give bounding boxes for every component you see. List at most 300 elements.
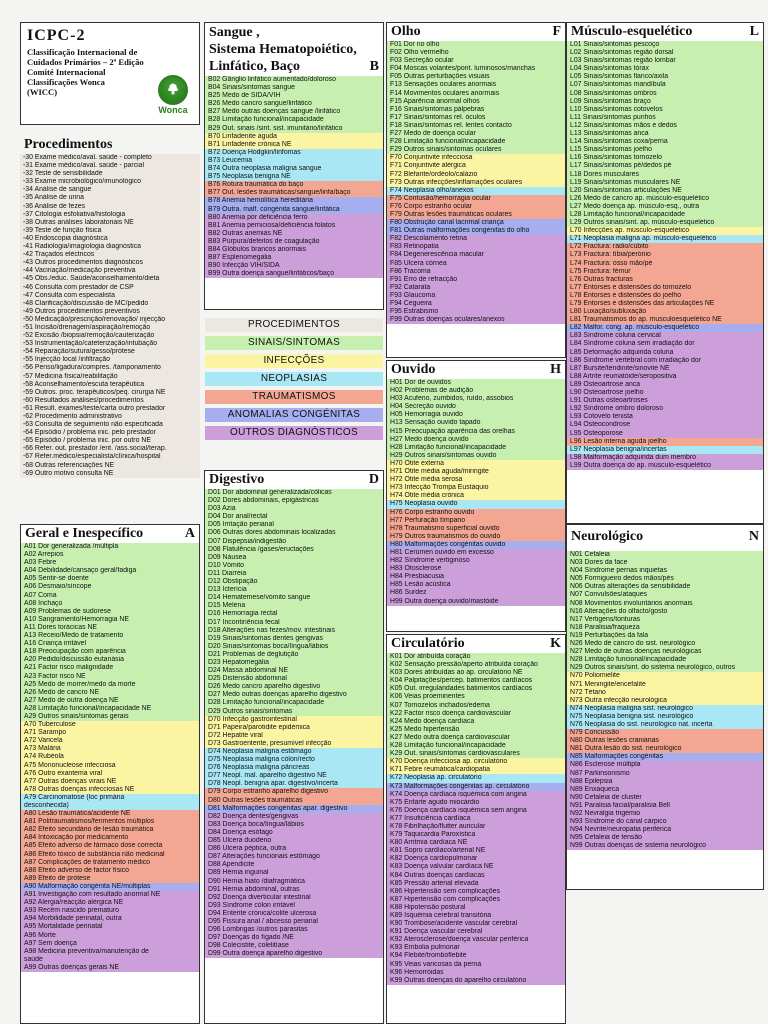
section-title: Geral e Inespecífico (25, 526, 144, 541)
code-row: D70 Infecção gastrointestinal (205, 716, 383, 724)
section-title: Ouvido (391, 362, 436, 377)
code-row: L01 Sinais/sintomas pescoço (567, 41, 763, 49)
code-row: H04 Secreção ouvido (387, 403, 565, 411)
code-row: D05 Irritação perianal (205, 521, 383, 529)
code-row: A25 Medo de morrer/medo da morte (21, 681, 199, 689)
code-row: F93 Glaucoma (387, 292, 565, 300)
code-row: D99 Outra doença aparelho digestivo (205, 950, 383, 958)
code-row: K93 Embolia pulmonar (387, 944, 565, 952)
code-row: F81 Outras malformações congénitas do olho (387, 227, 565, 235)
code-row: A05 Sentir-se doente (21, 575, 199, 583)
code-row: L15 Sinais/sintomas joelho (567, 146, 763, 154)
code-row: N01 Cefaleia (567, 551, 763, 559)
code-row: H29 Outros sinais/sintomas ouvido (387, 452, 565, 460)
code-row: A91 Investigação com resultado anormal NE (21, 891, 199, 899)
code-row: L81 Traumatismos do ap. musculoesquelético NE (567, 316, 763, 324)
code-row: -45 Obs./educ. Saúde/aconselhamento/dieta (20, 275, 200, 283)
subtitle-line-3: Comité Internacional (27, 67, 106, 77)
code-row: F80 Obstrução canal lacrimal criança (387, 219, 565, 227)
code-row: D14 Hematemese/vómito sangue (205, 594, 383, 602)
code-row: D83 Doença boca/língua/lábios (205, 821, 383, 829)
code-row: -39 Teste de função física (20, 227, 200, 235)
section-header (387, 23, 565, 41)
code-row: F83 Retinopatia (387, 243, 565, 251)
code-row: A90 Malformação congénita NE/múltiplas (21, 883, 199, 891)
legend-item: PROCEDIMENTOS (205, 318, 383, 332)
code-row: N17 Vertigens/tonturas (567, 616, 763, 624)
code-row: H70 Otite externa (387, 460, 565, 468)
code-row: H73 Infecção Trompa Eustáquio (387, 484, 565, 492)
code-row: N28 Limitação funcional/incapacidade (567, 656, 763, 664)
code-row: D90 Hérnia hiato /diafragmática (205, 878, 383, 886)
code-row: L80 Luxação/subluxação (567, 308, 763, 316)
code-row: -63 Consulta de seguimento não especificada (20, 421, 200, 429)
code-row: -67 Refer.médico/especialista/clínica/hospital (20, 453, 200, 461)
section-rows (567, 41, 763, 470)
code-row: F82 Descolamento retina (387, 235, 565, 243)
code-row: -49 Outros procedimentos preventivos (20, 308, 200, 316)
code-row: N90 Cefaleia de cluster (567, 794, 763, 802)
code-row: F17 Sinais/sintomas rel. óculos (387, 114, 565, 122)
code-row: D18 Alterações nas fezes/mov. intestinais (205, 627, 383, 635)
code-row: D09 Náusea (205, 554, 383, 562)
code-row: -30 Exame médico/aval. saúde - completo (20, 154, 200, 162)
code-row: A94 Morbilidade perinatal, outra (21, 915, 199, 923)
code-row: -47 Consulta com especialista (20, 292, 200, 300)
code-row: D74 Neoplasia maligna estômago (205, 748, 383, 756)
code-row: F73 Outras infecções/inflamações oculares (387, 179, 565, 187)
code-row: A10 Sangramento/Hemorragia NE (21, 616, 199, 624)
code-row: B02 Gânglio linfático aumentado/doloroso (205, 76, 383, 84)
code-row: N73 Outra infecção neurológica (567, 697, 763, 705)
code-row: L07 Sinais/sintomas mandíbula (567, 81, 763, 89)
code-row: A75 Mononucleose infecciosa (21, 762, 199, 770)
code-row: L18 Dores musculares (567, 171, 763, 179)
code-row: L29 Outros sinais/sint. ap. músculo-esquelético (567, 219, 763, 227)
code-row: B79 Outra. malf. congénita sangue/linfática (205, 206, 383, 214)
legend-item: INFECÇÕES (205, 354, 383, 368)
code-row: A92 Alergia/reacção alérgica NE (21, 899, 199, 907)
code-row: -51 Incisão/drenagem/aspiração/remoção (20, 324, 200, 332)
code-row: F72 Blefarite/ordéolo/calázio (387, 171, 565, 179)
code-row: A81 Politraumatismos/ferimentos múltiplos (21, 818, 199, 826)
code-row: D13 Icterícia (205, 586, 383, 594)
code-row: D94 Enterite crónica/colite ulcerosa (205, 910, 383, 918)
code-row: L83 Síndrome coluna cervical (567, 332, 763, 340)
code-row: H71 Otite média aguda/miringite (387, 468, 565, 476)
code-row: A79 Carcinomatose (loc primária (21, 794, 199, 802)
code-row: L89 Osteoartrose anca (567, 381, 763, 389)
code-row: L08 Sinais/sintomas ombros (567, 90, 763, 98)
code-row: N94 Nevrite/neuropatia periférica (567, 826, 763, 834)
code-row: F76 Corpo estranho ocular (387, 203, 565, 211)
code-row: F01 Dor no olho (387, 41, 565, 49)
code-row: N80 Outras lesões cranianas (567, 737, 763, 745)
code-row: N75 Neoplasia benigna sist. neurológico (567, 713, 763, 721)
code-row: H79 Outros traumatismos do ouvido (387, 533, 565, 541)
code-row: D91 Hérnia abdominal, outras (205, 886, 383, 894)
section-b (204, 22, 384, 310)
section-title: Músculo-esquelético (571, 24, 693, 39)
code-row: D04 Dor anal/rectal (205, 513, 383, 521)
code-row: K86 Hipertensão sem complicações (387, 888, 565, 896)
code-row: A77 Outras doenças virais NE (21, 778, 199, 786)
code-row: H01 Dor de ouvidos (387, 379, 565, 387)
code-row: B28 Limitação funcional/incapacidade (205, 116, 383, 124)
code-row: K25 Medo hipertensão (387, 726, 565, 734)
section-title-line-1: Sangue , (209, 25, 260, 40)
section-header (205, 471, 383, 489)
section-letter: A (184, 526, 195, 541)
code-row: L70 Infecções ap. músculo-esquelético (567, 227, 763, 235)
code-row: B26 Medo cancro sangue/linfático (205, 100, 383, 108)
code-row: B80 Anemia por deficiência ferro (205, 214, 383, 222)
code-row: D81 Malformações congénitas apar. digestivo (205, 805, 383, 813)
code-row: K27 Medo outra doença cardiovascular (387, 734, 565, 742)
code-row: L96 Lesão interna aguda joelho (567, 438, 763, 446)
code-row: D92 Doença diverticular intestinal (205, 894, 383, 902)
code-row: A80 Lesão traumática/acidente NE (21, 810, 199, 818)
code-row: K73 Malformações congénitas ap. circulatório (387, 783, 565, 791)
code-row: N99 Outras doenças de sistema neurológico (567, 842, 763, 850)
section-rows (205, 76, 383, 278)
code-row: L28 Limitação funcional/incapacidade (567, 211, 763, 219)
code-row: N71 Meningite/encefalite (567, 681, 763, 689)
code-row: D25 Distensão abdominal (205, 675, 383, 683)
code-row: -32 Teste de sensibilidade (20, 170, 200, 178)
code-row: D76 Neoplasia maligna pâncreas (205, 764, 383, 772)
code-row: L73 Fractura: tíbia/perónio (567, 251, 763, 259)
code-row: F79 Outras lesões traumáticas oculares (387, 211, 565, 219)
code-row: L04 Sinais/sintomas tórax (567, 65, 763, 73)
section-header (20, 136, 200, 154)
code-row: A88 Efeito adverso de factor físico (21, 867, 199, 875)
code-row: saúde (21, 956, 199, 964)
code-row: B77 Out. lesões traumáticas/sangue/linfa/baço (205, 189, 383, 197)
code-row: N19 Perturbações da fala (567, 632, 763, 640)
code-row: D77 Neopl. mal. aparelho digestivo NE (205, 772, 383, 780)
code-row: K72 Neoplasia ap. circulatório (387, 774, 565, 782)
code-row: B83 Púrpura/defeitos de coagulação (205, 238, 383, 246)
code-row: B74 Outra neoplasia maligna sangue (205, 165, 383, 173)
code-row: K06 Veias proeminentes (387, 693, 565, 701)
code-row: -62 Procedimento administrativo (20, 413, 200, 421)
code-row: -64 Episódio / problema inic. pelo prestador (20, 429, 200, 437)
section-letter: F (552, 24, 561, 39)
code-row: K05 Out. irregularidades batimentos cardíacos (387, 685, 565, 693)
code-row: K70 Doença infecciosa ap. circulatório (387, 758, 565, 766)
code-row: A29 Outros sinais/sintomas gerais (21, 713, 199, 721)
code-row: -50 Medicação/prescrição/renovação/ injecção (20, 316, 200, 324)
section-h (386, 360, 566, 632)
section-header (21, 525, 199, 543)
code-row: B29 Out. sinais /sint. sist. imunitário/linfático (205, 125, 383, 133)
code-row: L12 Sinais/sintomas mãos e dedos (567, 122, 763, 130)
code-row: K94 Flebite/tromboflebite (387, 952, 565, 960)
code-row: B87 Esplenomegália (205, 254, 383, 262)
code-row: -69 Outro motivo consulta NE (20, 470, 200, 478)
section-header (387, 635, 565, 653)
code-row: D23 Hepatomegália (205, 659, 383, 667)
code-row: A21 Factor risco malignidade (21, 664, 199, 672)
code-row: F95 Estrabismo (387, 308, 565, 316)
code-row: H86 Surdez (387, 589, 565, 597)
code-row: A08 Inchaço (21, 600, 199, 608)
code-row: D73 Gastroenterite, presumível infecção (205, 740, 383, 748)
code-row: D27 Medo outras doenças aparelho digestivo (205, 691, 383, 699)
code-row: D15 Melena (205, 602, 383, 610)
code-row: -59 Outros. proc. terapêuticos/peq. cirurgia NE (20, 389, 200, 397)
code-row: K07 Tornozelos inchados/edema (387, 702, 565, 710)
code-row: F85 Úlcera córnea (387, 260, 565, 268)
code-row: D17 Incontinência fecal (205, 619, 383, 627)
code-row: -54 Reparação/sutura/gesso/prótese (20, 348, 200, 356)
code-row: L90 Osteoartrose joelho (567, 389, 763, 397)
code-row: F15 Aparência anormal olhos (387, 98, 565, 106)
code-row: D11 Diarreia (205, 570, 383, 578)
code-row: A85 Efeito adverso de fármaco dose correcta (21, 842, 199, 850)
code-row: K91 Doença vascular cerebral (387, 928, 565, 936)
code-row: D79 Corpo estranho aparelho digestivo (205, 788, 383, 796)
code-row: H27 Medo doença ouvido (387, 436, 565, 444)
code-row: L72 Fractura: rádio/cúbito (567, 243, 763, 251)
code-row: A18 Preocupação com aparência (21, 648, 199, 656)
code-row: B84 Glóbulos brancos anormais (205, 246, 383, 254)
code-row: L20 Sinais/sintomas articulações NE (567, 187, 763, 195)
code-row: D80 Outras lesões traumáticas (205, 797, 383, 805)
code-row: L74 Fractura: osso mão/pé (567, 260, 763, 268)
code-row: H74 Otite média crónica (387, 492, 565, 500)
section-letter: B (369, 59, 379, 74)
code-row: A28 Limitação funcional/incapacidade NE (21, 705, 199, 713)
code-row: -65 Episódio / problema inic. por outro NE (20, 437, 200, 445)
subtitle-line-5: (WICC) (27, 87, 58, 97)
code-row: L97 Neoplasia benigna/incertas (567, 446, 763, 454)
code-row: A98 Medicina preventiva/manutenção de (21, 948, 199, 956)
code-row: A74 Rubéola (21, 753, 199, 761)
code-row: D97 Doenças do fígado /NE (205, 934, 383, 942)
section-title: Neurológico (571, 529, 644, 544)
code-row: L79 Entorses e distensões das articulações NE (567, 300, 763, 308)
code-row: L98 Malformação adquirida dum membro (567, 454, 763, 462)
code-row: A84 Intoxicação por medicamento (21, 834, 199, 842)
code-row: H81 Cerúmen ouvido em excesso (387, 549, 565, 557)
legend-item: TRAUMATISMOS (205, 390, 383, 404)
code-row: D01 Dor abdominal generalizada/cólicas (205, 489, 383, 497)
code-row: D03 Azia (205, 505, 383, 513)
code-row: F14 Movimentos oculares anormais (387, 90, 565, 98)
code-row: N95 Cefaleia de tensão (567, 834, 763, 842)
code-row: B72 Doença Hodgkin/linfomas (205, 149, 383, 157)
code-row: N29 Outros sinais/sint. do sistema neurológico, outros (567, 664, 763, 672)
code-row: K71 Febre reumática/cardiopatia (387, 766, 565, 774)
code-row: D78 Neopl. benigna apar. digestivo/incerta (205, 780, 383, 788)
code-row: B99 Outra doença sangue/linfáticos/baço (205, 270, 383, 278)
code-row: D07 Dispepsia/indigestão (205, 538, 383, 546)
code-row: L09 Sinais/sintomas braço (567, 98, 763, 106)
section-rows (567, 551, 763, 850)
section-title: Procedimentos (24, 137, 113, 152)
code-row: A03 Febre (21, 559, 199, 567)
code-row: -56 Penso/ligadura/compres. /tamponamento (20, 364, 200, 372)
code-row: D98 Colecistite, colelitíase (205, 942, 383, 950)
section-rows (205, 489, 383, 958)
code-row: B27 Medo outras doenças sangue /linfático (205, 108, 383, 116)
code-row: L03 Sinais/sintomas região lombar (567, 57, 763, 65)
code-row: F13 Sensações oculares anormais (387, 81, 565, 89)
code-row: -61 Result. exames/teste/carta outro prestador (20, 405, 200, 413)
code-row: F70 Conjuntivite infecciosa (387, 154, 565, 162)
code-row: A13 Receio/Medo de tratamento (21, 632, 199, 640)
code-row: K92 Aterosclerose/doença vascular periférica (387, 936, 565, 944)
section-title: Circulatório (391, 636, 465, 651)
code-row: L82 Malfor. cong. ap. músculo-esquelético (567, 324, 763, 332)
code-row: K83 Doença valvular cardíaca NE (387, 863, 565, 871)
code-row: B90 Infecção VIH/SIDA (205, 262, 383, 270)
section-letter: H (550, 362, 561, 377)
code-row: L88 Artrite reumatóide/seropositiva (567, 373, 763, 381)
code-row: A16 Criança irritável (21, 640, 199, 648)
code-row: L92 Síndrome ombro doloroso (567, 405, 763, 413)
code-row: A70 Tuberculose (21, 721, 199, 729)
code-row: F94 Cegueira (387, 300, 565, 308)
code-row: H85 Lesão acústica (387, 581, 565, 589)
code-row: -38 Outras análises laboratoriais NE (20, 219, 200, 227)
code-row: D02 Dores abdominais, epigástricas (205, 497, 383, 505)
code-row: -68 Outras referenciações NE (20, 462, 200, 470)
section-l (566, 22, 764, 524)
code-row: N04 Síndrome pernas inquietas (567, 567, 763, 575)
code-row: N16 Alterações do olfacto/gosto (567, 608, 763, 616)
wonca-logo (155, 75, 191, 115)
code-row: F04 Moscas volantes/pont. luminosos/manchas (387, 65, 565, 73)
code-row: K01 Dor atribuída coração (387, 653, 565, 661)
code-row: D12 Obstipação (205, 578, 383, 586)
code-row: H83 Otosclerose (387, 565, 565, 573)
code-row: A01 Dor generalizada /múltipla (21, 543, 199, 551)
code-row: F29 Outros sinais/sintomas oculares (387, 146, 565, 154)
code-row: D93 Síndrome cólon irritável (205, 902, 383, 910)
code-row: N88 Epilepsia (567, 778, 763, 786)
code-row: H76 Corpo estranho ouvido (387, 509, 565, 517)
code-row: K81 Sopro cardíaco/arterial NE (387, 847, 565, 855)
code-row: N70 Poliomielite (567, 672, 763, 680)
code-row: L10 Sinais/sintomas cotovelos (567, 106, 763, 114)
code-row: K84 Outras doenças cardíacas (387, 872, 565, 880)
code-row: -42 Traçados eléctricos (20, 251, 200, 259)
code-row: H03 Acufeno, zumbidos, ruído, assobios (387, 395, 565, 403)
code-row: D71 Papeira/parotidite epidémica (205, 724, 383, 732)
code-row: D20 Sinais/sintomas boca/língua/lábios (205, 643, 383, 651)
section-letter: D (368, 472, 379, 487)
code-row: D72 Hepatite viral (205, 732, 383, 740)
code-row: D26 Medo cancro aparelho digestivo (205, 683, 383, 691)
code-row: B73 Leucemia (205, 157, 383, 165)
code-row: K85 Pressão arterial elevada (387, 880, 565, 888)
code-row: B75 Neoplasia benigna NE (205, 173, 383, 181)
code-row: A86 Efeito tóxico de substância não medicinal (21, 851, 199, 859)
code-row: F99 Outras doenças oculares/anexos (387, 316, 565, 324)
wonca-logo-text: Wonca (158, 105, 188, 115)
code-row: N87 Parkinsonismo (567, 770, 763, 778)
code-row: L05 Sinais/sintomas flanco/axila (567, 73, 763, 81)
code-row: A93 Recém nascido prematuro (21, 907, 199, 915)
code-row: H82 Síndrome vertiginoso (387, 557, 565, 565)
code-row: A23 Factor risco NE (21, 673, 199, 681)
code-row: N72 Tétano (567, 689, 763, 697)
code-row: F18 Sinais/sintomas rel. lentes contacto (387, 122, 565, 130)
code-row: -66 Refer. out. prestador /ent. /ass.social/terap. (20, 445, 200, 453)
section-rows (387, 379, 565, 606)
code-row: K02 Sensação pressão/aperto atribuída coração (387, 661, 565, 669)
code-row: -55 Injecção local /infiltração (20, 356, 200, 364)
code-row: F84 Degenerescência macular (387, 251, 565, 259)
code-row: B71 Linfadenite crónica NE (205, 141, 383, 149)
code-row: F91 Erro de refracção (387, 276, 565, 284)
code-row: A02 Arrepios (21, 551, 199, 559)
subtitle-line-4: Classificações Wonca (27, 77, 105, 87)
code-row: A73 Malária (21, 745, 199, 753)
code-row: A07 Coma (21, 592, 199, 600)
code-row: K76 Doença cardíaca isquémica sem angina (387, 807, 565, 815)
code-row: A95 Mortalidade perinatal (21, 923, 199, 931)
code-row: A97 Sem doença (21, 940, 199, 948)
code-row: A89 Efeito de prótese (21, 875, 199, 883)
code-row: A72 Varicela (21, 737, 199, 745)
code-row: N26 Medo de cancro do sist. neurológico (567, 640, 763, 648)
code-row: D06 Outras dores abdominais localizadas (205, 529, 383, 537)
code-row: K87 Hipertensão com complicações (387, 896, 565, 904)
section-a (20, 524, 200, 1024)
code-row: B82 Outras anemias NE (205, 230, 383, 238)
code-row: K29 Out. sinais/sintomas cardiovasculares (387, 750, 565, 758)
subtitle-line-1: Classificação Internacional de (27, 47, 138, 57)
code-row: A71 Sarampo (21, 729, 199, 737)
code-row: A87 Complicações de tratamento médico (21, 859, 199, 867)
code-row: K79 Taquicardia Paroxística (387, 831, 565, 839)
wonca-emblem-icon: ✚ (158, 75, 188, 105)
code-row: -48 Clarificação/discussão de MC/pedido (20, 300, 200, 308)
section-k (386, 634, 566, 1024)
code-row: L94 Osteocondrose (567, 421, 763, 429)
code-row: L91 Outras osteoartroses (567, 397, 763, 405)
code-row: K04 Palpitações/percep. batimentos cardíacos (387, 677, 565, 685)
code-row: K99 Outras doenças do aparelho circulatório (387, 977, 565, 985)
code-row: A11 Dores torácicas NE (21, 624, 199, 632)
code-row: A99 Outras doenças gerais NE (21, 964, 199, 972)
section-letter: N (748, 529, 759, 544)
code-row: N92 Nevralgia trigémio (567, 810, 763, 818)
code-row: D24 Massa abdominal NE (205, 667, 383, 675)
code-row: D75 Neoplasia maligna cólon/recto (205, 756, 383, 764)
code-row: L84 Síndrome coluna sem irradiação dor (567, 340, 763, 348)
code-row: D95 Fissura anal / abcesso perianal (205, 918, 383, 926)
code-row: L71 Neoplasia maligna ap. músculo-esquelético (567, 235, 763, 243)
code-row: H13 Sensação ouvido tapado (387, 419, 565, 427)
section-header (205, 23, 383, 76)
code-row: -57 Medicina física/reabilitação (20, 373, 200, 381)
code-row: L11 Sinais/sintomas punhos (567, 114, 763, 122)
code-row: N06 Outras alterações da sensibilidade (567, 583, 763, 591)
page-title: ICPC-2 (27, 27, 86, 44)
code-row: H84 Presbiacusia (387, 573, 565, 581)
code-row: K28 Limitação funcional/incapacidade (387, 742, 565, 750)
code-row: N07 Convulsões/ataques (567, 591, 763, 599)
section-letter: L (749, 24, 759, 39)
code-row: L13 Sinais/sintomas anca (567, 130, 763, 138)
code-row: L02 Sinais/sintomas região dorsal (567, 49, 763, 57)
code-row: A04 Debilidade/cansaço geral/fadiga (21, 567, 199, 575)
